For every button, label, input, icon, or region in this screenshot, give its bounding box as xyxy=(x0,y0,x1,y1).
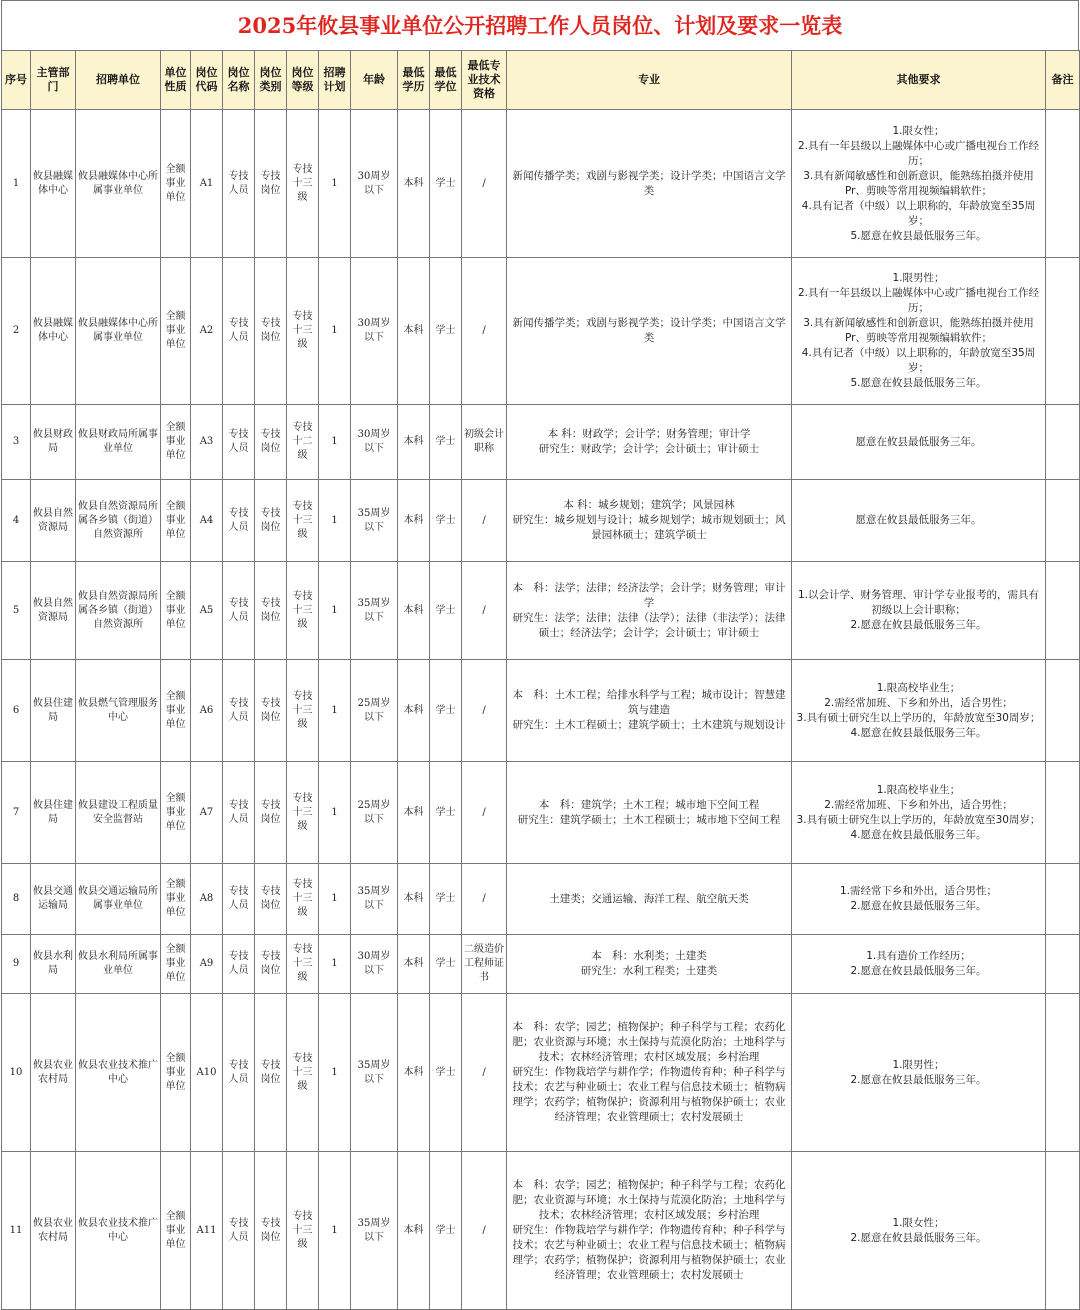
cell-note xyxy=(1046,762,1080,864)
cell-post: 专技人员 xyxy=(223,405,255,480)
cell-qual: / xyxy=(462,762,507,864)
table-row xyxy=(2,562,1080,660)
other-line: 4.愿意在攸县最低服务三年。 xyxy=(850,726,987,739)
cell-unit: 攸县水利局所属事业单位 xyxy=(76,935,161,994)
other-line: 1.具有造价工作经历； xyxy=(866,950,971,962)
cell-nature: 全额事业单位 xyxy=(161,110,191,258)
cell-edu: 本科 xyxy=(398,562,430,660)
header-code: 岗位代码 xyxy=(191,51,223,110)
cell-category: 专技岗位 xyxy=(255,762,287,864)
cell-major xyxy=(507,480,792,562)
cell-plan: 1 xyxy=(319,864,351,935)
cell-category: 专技岗位 xyxy=(255,110,287,258)
other-line: 1.限男性； xyxy=(892,1058,945,1071)
cell-post: 专技人员 xyxy=(223,935,255,994)
cell-dept: 攸县住建局 xyxy=(31,660,76,762)
cell-plan: 1 xyxy=(319,994,351,1152)
cell-edu: 本科 xyxy=(398,935,430,994)
cell-edu: 本科 xyxy=(398,110,430,258)
cell-qual: / xyxy=(462,480,507,562)
cell-dept: 攸县财政局 xyxy=(31,405,76,480)
cell-degree: 学士 xyxy=(430,480,462,562)
cell-other xyxy=(792,258,1046,405)
cell-edu: 本科 xyxy=(398,864,430,935)
cell-dept: 攸县水利局 xyxy=(31,935,76,994)
cell-code: A6 xyxy=(191,660,223,762)
cell-major xyxy=(507,762,792,864)
cell-no: 5 xyxy=(2,562,31,660)
other-line: 3.具有新闻敏感性和创新意识，能熟练拍摄并使用Pr、剪映等常用视频编辑软件； xyxy=(803,317,1034,344)
cell-major xyxy=(507,110,792,258)
cell-age: 30周岁以下 xyxy=(351,110,398,258)
cell-post: 专技人员 xyxy=(223,110,255,258)
header-category: 岗位类别 xyxy=(255,51,287,110)
cell-dept: 攸县农业农村局 xyxy=(31,1152,76,1310)
cell-qual: 二级造价工程师证书 xyxy=(462,935,507,994)
other-line: 2.需经常加班、下乡和外出，适合男性； xyxy=(824,696,1013,709)
cell-degree: 学士 xyxy=(430,864,462,935)
cell-edu: 本科 xyxy=(398,994,430,1152)
major-line: 研究生：作物栽培学与耕作学；作物遗传育种；种子科学与技术；农艺与种业硕士；农业工程与信息技术硕士；植物病理学；农药学；植物保护；资源利用与植物保护硕士；农业经济管理；农业管理硕士；农村发展硕士 xyxy=(512,1224,786,1281)
cell-post: 专技人员 xyxy=(223,762,255,864)
cell-qual: / xyxy=(462,660,507,762)
cell-plan: 1 xyxy=(319,1152,351,1310)
cell-unit: 攸县交通运输局所属事业单位 xyxy=(76,864,161,935)
cell-plan: 1 xyxy=(319,480,351,562)
cell-other xyxy=(792,405,1046,480)
cell-grade: 专技十二级 xyxy=(287,405,319,480)
cell-post: 专技人员 xyxy=(223,660,255,762)
cell-grade: 专技十三级 xyxy=(287,762,319,864)
other-line: 愿意在攸县最低服务三年。 xyxy=(855,514,982,526)
cell-age: 25周岁以下 xyxy=(351,762,398,864)
other-line: 2.愿意在攸县最低服务三年。 xyxy=(850,965,987,977)
cell-age: 35周岁以下 xyxy=(351,864,398,935)
table-row xyxy=(2,864,1080,935)
table-row xyxy=(2,258,1080,405)
cell-nature: 全额事业单位 xyxy=(161,480,191,562)
cell-age: 35周岁以下 xyxy=(351,480,398,562)
table-row xyxy=(2,935,1080,994)
other-line: 2.愿意在攸县最低服务三年。 xyxy=(850,1231,987,1244)
cell-grade: 专技十三级 xyxy=(287,660,319,762)
cell-unit: 攸县自然资源局所属各乡镇（街道）自然资源所 xyxy=(76,562,161,660)
cell-note xyxy=(1046,562,1080,660)
major-line: 本 科：农学；园艺；植物保护；种子科学与工程；农药化肥；农业资源与环境；水土保持与荒漠化防治；土地科学与技术；农林经济管理；农村区域发展；乡村治理 xyxy=(512,1021,786,1063)
cell-degree: 学士 xyxy=(430,660,462,762)
cell-other xyxy=(792,762,1046,864)
major-line: 研究生：财政学；会计学；会计硕士；审计硕士 xyxy=(538,443,760,455)
cell-post: 专技人员 xyxy=(223,1152,255,1310)
cell-qual: / xyxy=(462,562,507,660)
cell-code: A11 xyxy=(191,1152,223,1310)
recruitment-table xyxy=(1,50,1080,1310)
major-line: 本 科：财政学；会计学；财务管理；审计学 xyxy=(547,428,751,440)
cell-nature: 全额事业单位 xyxy=(161,405,191,480)
cell-major xyxy=(507,258,792,405)
table-row xyxy=(2,1152,1080,1310)
other-line: 2.具有一年县级以上融媒体中心或广播电视台工作经历； xyxy=(797,287,1040,314)
major-line: 新闻传播学类；戏剧与影视学类；设计学类；中国语言文学类 xyxy=(512,169,786,197)
cell-note xyxy=(1046,935,1080,994)
other-line: 3.具有新闻敏感性和创新意识，能熟练拍摄并使用Pr、剪映等常用视频编辑软件； xyxy=(803,169,1034,197)
cell-note xyxy=(1046,258,1080,405)
cell-no: 4 xyxy=(2,480,31,562)
cell-nature: 全额事业单位 xyxy=(161,864,191,935)
other-line: 1.限男性； xyxy=(892,272,945,284)
cell-qual: 初级会计职称 xyxy=(462,405,507,480)
table-body xyxy=(2,110,1080,1310)
cell-age: 30周岁以下 xyxy=(351,258,398,405)
cell-no: 9 xyxy=(2,935,31,994)
major-line: 本 科：建筑学；土木工程；城市地下空间工程 xyxy=(538,798,760,811)
cell-edu: 本科 xyxy=(398,405,430,480)
cell-age: 35周岁以下 xyxy=(351,994,398,1152)
cell-grade: 专技十三级 xyxy=(287,1152,319,1310)
header-nature: 单位性质 xyxy=(161,51,191,110)
cell-edu: 本科 xyxy=(398,480,430,562)
major-line: 研究生：土木工程硕士；建筑学硕士；土木建筑与规划设计 xyxy=(512,719,786,731)
cell-code: A10 xyxy=(191,994,223,1152)
header-no: 序号 xyxy=(2,51,31,110)
cell-major xyxy=(507,1152,792,1310)
cell-degree: 学士 xyxy=(430,762,462,864)
cell-grade: 专技十三级 xyxy=(287,562,319,660)
major-line: 本 科：城乡规划；建筑学；风景园林 xyxy=(563,499,735,511)
cell-unit: 攸县自然资源局所属各乡镇（街道）自然资源所 xyxy=(76,480,161,562)
cell-qual: / xyxy=(462,110,507,258)
cell-unit: 攸县农业技术推广中心 xyxy=(76,994,161,1152)
recruitment-sheet xyxy=(1,0,1079,1310)
cell-plan: 1 xyxy=(319,762,351,864)
cell-no: 6 xyxy=(2,660,31,762)
cell-plan: 1 xyxy=(319,935,351,994)
cell-edu: 本科 xyxy=(398,660,430,762)
cell-plan: 1 xyxy=(319,562,351,660)
cell-nature: 全额事业单位 xyxy=(161,258,191,405)
cell-dept: 攸县农业农村局 xyxy=(31,994,76,1152)
header-major: 专业 xyxy=(507,51,792,110)
cell-category: 专技岗位 xyxy=(255,1152,287,1310)
cell-nature: 全额事业单位 xyxy=(161,994,191,1152)
cell-code: A1 xyxy=(191,110,223,258)
cell-category: 专技岗位 xyxy=(255,258,287,405)
cell-major xyxy=(507,562,792,660)
cell-degree: 学士 xyxy=(430,405,462,480)
cell-no: 11 xyxy=(2,1152,31,1310)
cell-degree: 学士 xyxy=(430,994,462,1152)
other-line: 4.具有记者（中级）以上职称的，年龄放宽至35周岁； xyxy=(801,199,1036,227)
cell-grade: 专技十三级 xyxy=(287,258,319,405)
cell-code: A2 xyxy=(191,258,223,405)
cell-other xyxy=(792,994,1046,1152)
cell-grade: 专技十三级 xyxy=(287,935,319,994)
other-line: 1.限高校毕业生； xyxy=(876,783,961,796)
cell-no: 3 xyxy=(2,405,31,480)
cell-post: 专技人员 xyxy=(223,994,255,1152)
header-qual: 最低专业技术资格 xyxy=(462,51,507,110)
other-line: 2.愿意在攸县最低服务三年。 xyxy=(850,619,987,631)
cell-age: 25周岁以下 xyxy=(351,660,398,762)
cell-nature: 全额事业单位 xyxy=(161,562,191,660)
cell-code: A8 xyxy=(191,864,223,935)
cell-nature: 全额事业单位 xyxy=(161,660,191,762)
cell-age: 30周岁以下 xyxy=(351,405,398,480)
header-dept: 主管部门 xyxy=(31,51,76,110)
cell-note xyxy=(1046,110,1080,258)
major-line: 本 科：法学；法律；经济法学；会计学；财务管理；审计学 xyxy=(512,581,786,609)
table-row xyxy=(2,660,1080,762)
header-note: 备注 xyxy=(1046,51,1080,110)
cell-unit: 攸县财政局所属事业单位 xyxy=(76,405,161,480)
other-line: 愿意在攸县最低服务三年。 xyxy=(855,435,982,448)
cell-degree: 学士 xyxy=(430,110,462,258)
cell-note xyxy=(1046,405,1080,480)
cell-dept: 攸县住建局 xyxy=(31,762,76,864)
cell-dept: 攸县自然资源局 xyxy=(31,480,76,562)
cell-degree: 学士 xyxy=(430,258,462,405)
cell-no: 7 xyxy=(2,762,31,864)
other-line: 2.需经常加班、下乡和外出，适合男性； xyxy=(824,798,1013,811)
cell-qual: / xyxy=(462,864,507,935)
cell-code: A7 xyxy=(191,762,223,864)
cell-major xyxy=(507,405,792,480)
other-line: 1.限女性； xyxy=(892,124,945,137)
cell-degree: 学士 xyxy=(430,1152,462,1310)
cell-edu: 本科 xyxy=(398,762,430,864)
other-line: 1.限高校毕业生； xyxy=(876,681,961,694)
cell-edu: 本科 xyxy=(398,1152,430,1310)
cell-plan: 1 xyxy=(319,110,351,258)
cell-unit: 攸县融媒体中心所属事业单位 xyxy=(76,110,161,258)
other-line: 5.愿意在攸县最低服务三年。 xyxy=(850,377,987,389)
table-row xyxy=(2,994,1080,1152)
header-edu: 最低学历 xyxy=(398,51,430,110)
major-line: 研究生：城乡规划与设计；城乡规划学；城市规划硕士；风景园林硕士；建筑学硕士 xyxy=(512,514,786,541)
cell-category: 专技岗位 xyxy=(255,562,287,660)
other-line: 1.需经常下乡和外出，适合男性； xyxy=(839,885,998,897)
cell-age: 35周岁以下 xyxy=(351,562,398,660)
cell-category: 专技岗位 xyxy=(255,994,287,1152)
cell-other xyxy=(792,562,1046,660)
header-row xyxy=(2,51,1080,110)
cell-other xyxy=(792,935,1046,994)
major-line: 研究生：作物栽培学与耕作学；作物遗传育种；种子科学与技术；农艺与种业硕士；农业工程与信息技术硕士；植物病理学；农药学；植物保护；资源利用与植物保护硕士；农业经济管理；农业管理硕士；农村发展硕士 xyxy=(512,1066,786,1123)
other-line: 5.愿意在攸县最低服务三年。 xyxy=(850,229,987,242)
cell-post: 专技人员 xyxy=(223,480,255,562)
major-line: 土建类；交通运输、海洋工程、航空航天类 xyxy=(549,892,749,905)
header-degree: 最低学位 xyxy=(430,51,462,110)
cell-no: 10 xyxy=(2,994,31,1152)
cell-category: 专技岗位 xyxy=(255,864,287,935)
table-row xyxy=(2,405,1080,480)
other-line: 1.限女性； xyxy=(892,1216,945,1229)
cell-major xyxy=(507,864,792,935)
cell-post: 专技人员 xyxy=(223,864,255,935)
cell-edu: 本科 xyxy=(398,258,430,405)
cell-code: A3 xyxy=(191,405,223,480)
cell-major xyxy=(507,935,792,994)
header-age: 年龄 xyxy=(351,51,398,110)
cell-other xyxy=(792,660,1046,762)
cell-age: 35周岁以下 xyxy=(351,1152,398,1310)
cell-plan: 1 xyxy=(319,660,351,762)
cell-code: A5 xyxy=(191,562,223,660)
cell-note xyxy=(1046,1152,1080,1310)
cell-degree: 学士 xyxy=(430,562,462,660)
cell-grade: 专技十三级 xyxy=(287,480,319,562)
cell-post: 专技人员 xyxy=(223,562,255,660)
cell-other xyxy=(792,480,1046,562)
cell-unit: 攸县融媒体中心所属事业单位 xyxy=(76,258,161,405)
cell-nature: 全额事业单位 xyxy=(161,935,191,994)
cell-note xyxy=(1046,864,1080,935)
cell-grade: 专技十三级 xyxy=(287,110,319,258)
cell-category: 专技岗位 xyxy=(255,480,287,562)
cell-no: 1 xyxy=(2,110,31,258)
other-line: 4.具有记者（中级）以上职称的，年龄放宽至35周岁； xyxy=(801,347,1036,374)
cell-category: 专技岗位 xyxy=(255,405,287,480)
other-line: 3.具有硕士研究生以上学历的，年龄放宽至30周岁； xyxy=(796,711,1041,724)
table-row xyxy=(2,762,1080,864)
cell-grade: 专技十三级 xyxy=(287,864,319,935)
cell-post: 专技人员 xyxy=(223,258,255,405)
other-line: 2.具有一年县级以上融媒体中心或广播电视台工作经历； xyxy=(797,139,1040,167)
cell-note xyxy=(1046,480,1080,562)
cell-plan: 1 xyxy=(319,258,351,405)
cell-grade: 专技十三级 xyxy=(287,994,319,1152)
cell-dept: 攸县融媒体中心 xyxy=(31,258,76,405)
header-unit: 招聘单位 xyxy=(76,51,161,110)
cell-major xyxy=(507,994,792,1152)
cell-no: 2 xyxy=(2,258,31,405)
other-line: 4.愿意在攸县最低服务三年。 xyxy=(850,828,987,841)
sheet-title: 2025年攸县事业单位公开招聘工作人员岗位、计划及要求一览表 xyxy=(1,0,1079,50)
cell-no: 8 xyxy=(2,864,31,935)
other-line: 2.愿意在攸县最低服务三年。 xyxy=(850,1073,987,1086)
cell-major xyxy=(507,660,792,762)
cell-other xyxy=(792,864,1046,935)
cell-note xyxy=(1046,660,1080,762)
cell-dept: 攸县融媒体中心 xyxy=(31,110,76,258)
cell-age: 30周岁以下 xyxy=(351,935,398,994)
major-line: 本 科：农学；园艺；植物保护；种子科学与工程；农药化肥；农业资源与环境；水土保持与荒漠化防治；土地科学与技术；农林经济管理；农村区域发展；乡村治理 xyxy=(512,1179,786,1221)
major-line: 研究生：水利工程类；土建类 xyxy=(580,965,718,977)
cell-degree: 学士 xyxy=(430,935,462,994)
cell-note xyxy=(1046,994,1080,1152)
header-grade: 岗位等级 xyxy=(287,51,319,110)
major-line: 研究生：法学；法律；法律（法学）；法律（非法学）；法律硕士；经济法学；会计学；会计硕士；审计硕士 xyxy=(512,611,786,639)
cell-code: A4 xyxy=(191,480,223,562)
cell-unit: 攸县农业技术推广中心 xyxy=(76,1152,161,1310)
major-line: 新闻传播学类；戏剧与影视学类；设计学类；中国语言文学类 xyxy=(512,317,786,344)
other-line: 2.愿意在攸县最低服务三年。 xyxy=(850,900,987,912)
cell-other xyxy=(792,110,1046,258)
cell-unit: 攸县燃气管理服务中心 xyxy=(76,660,161,762)
cell-dept: 攸县交通运输局 xyxy=(31,864,76,935)
major-line: 本 科：土木工程；给排水科学与工程；城市设计；智慧建筑与建造 xyxy=(512,689,786,716)
major-line: 研究生：建筑学硕士；土木工程硕士；城市地下空间工程 xyxy=(517,813,781,826)
header-plan: 招聘计划 xyxy=(319,51,351,110)
cell-qual: / xyxy=(462,1152,507,1310)
cell-plan: 1 xyxy=(319,405,351,480)
cell-dept: 攸县自然资源局 xyxy=(31,562,76,660)
cell-category: 专技岗位 xyxy=(255,660,287,762)
cell-code: A9 xyxy=(191,935,223,994)
other-line: 3.具有硕士研究生以上学历的，年龄放宽至30周岁； xyxy=(796,813,1041,826)
major-line: 本 科：水利类；土建类 xyxy=(591,950,707,962)
cell-category: 专技岗位 xyxy=(255,935,287,994)
header-post: 岗位名称 xyxy=(223,51,255,110)
table-row xyxy=(2,110,1080,258)
cell-nature: 全额事业单位 xyxy=(161,1152,191,1310)
cell-qual: / xyxy=(462,994,507,1152)
cell-other xyxy=(792,1152,1046,1310)
cell-nature: 全额事业单位 xyxy=(161,762,191,864)
header-other: 其他要求 xyxy=(792,51,1046,110)
cell-qual: / xyxy=(462,258,507,405)
cell-unit: 攸县建设工程质量安全监督站 xyxy=(76,762,161,864)
other-line: 1.以会计学、财务管理、审计学专业报考的，需具有初级以上会计职称； xyxy=(797,589,1040,616)
table-row xyxy=(2,480,1080,562)
